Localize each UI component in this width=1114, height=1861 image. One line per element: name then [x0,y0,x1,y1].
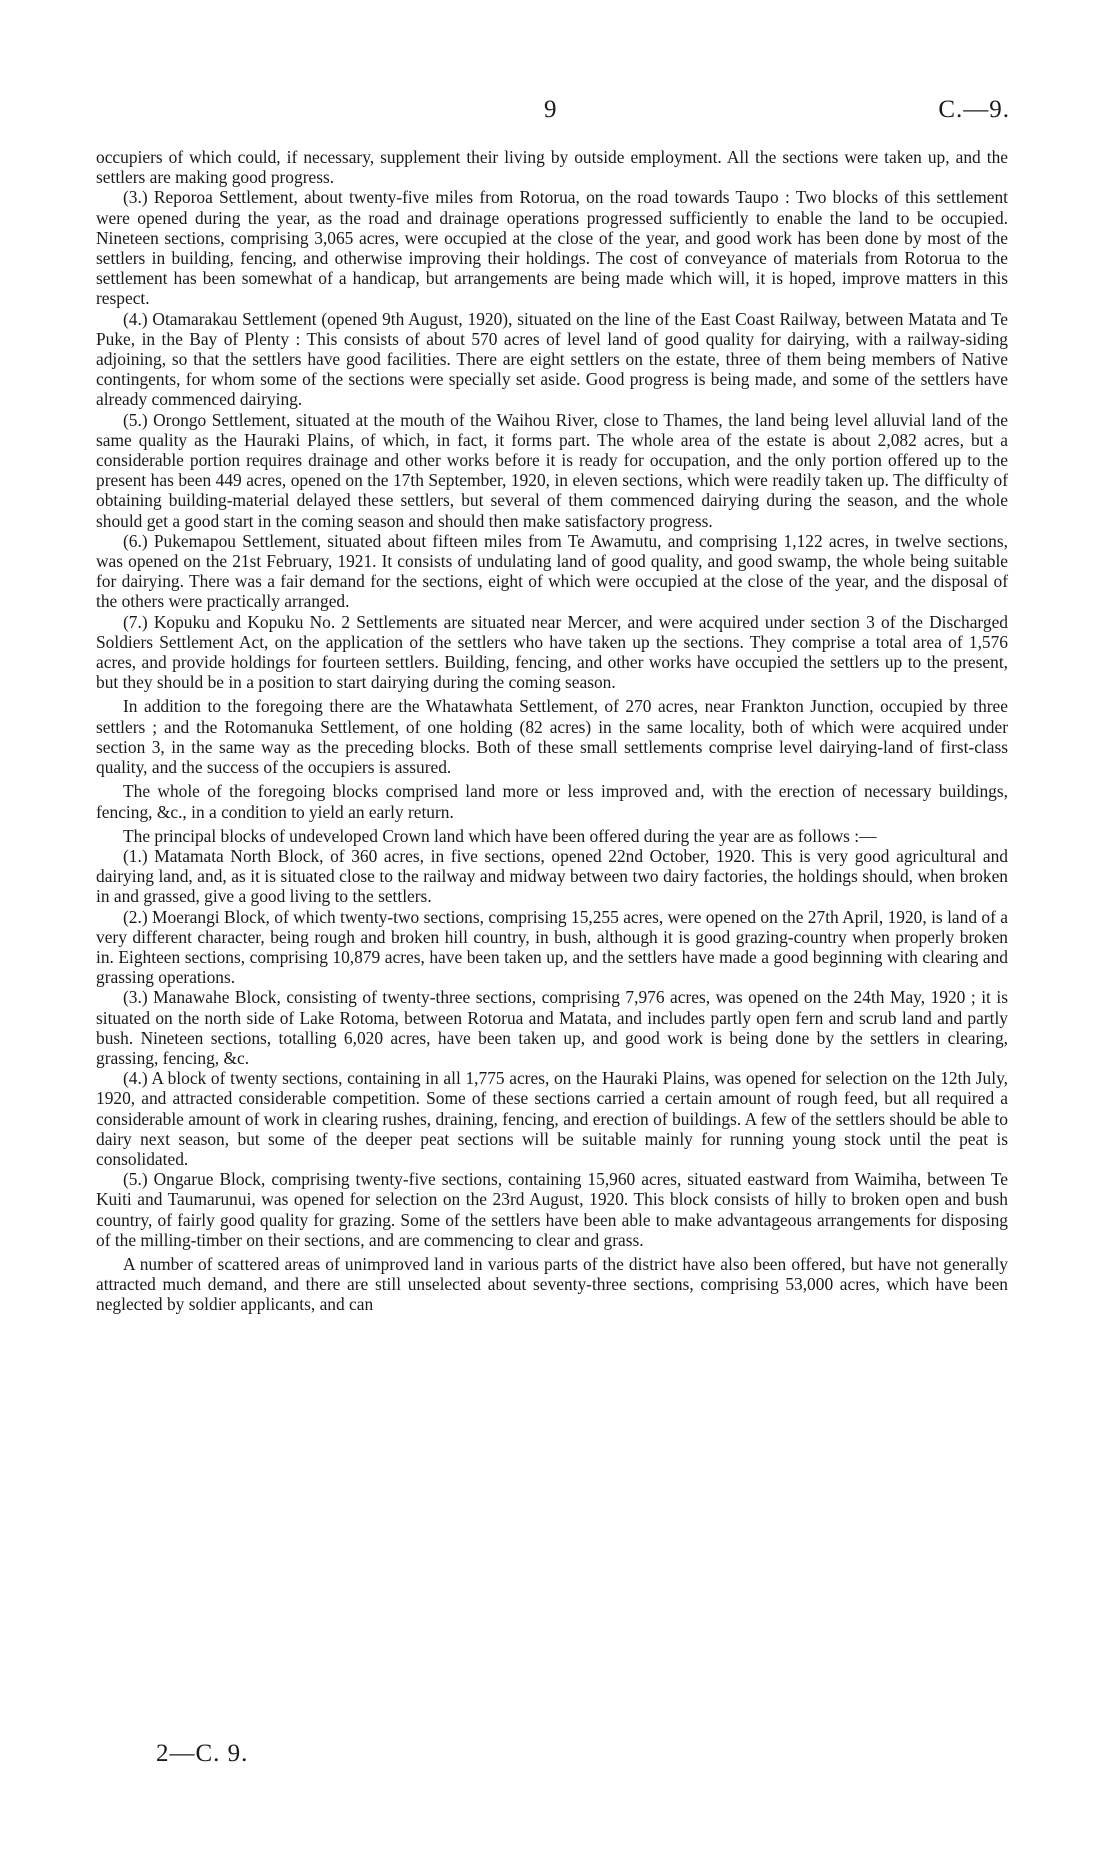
paragraph-orongo-settlement: (5.) Orongo Settlement, situated at the mouth of the Waihou River, close to Thames, the land being level alluvial land of the same quality as the Hauraki Plains, of which, in fact, it forms part. The whole area of the estate is about 2,082 acres, but a considerable portion requires drainage and other works before it is ready for occupation, and the only portion offered up to the present has been 449 acres, opened on the 17th September, 1920, in eleven sections, which were readily taken up. The difficulty of obtaining building-material delayed these settlers, but several of them commenced dairying during the season, and the whole should get a good start in the coming season and should then make satisfactory progress. [96,409,1008,531]
paragraph-scattered-areas: A number of scattered areas of unimproved land in various parts of the district have also been offered, but have not generally attracted much demand, and there are still unselected about seventy-three sections, comprising 53,000 acres, which have been neglected by soldier applicants, and can [96,1253,1008,1315]
page-number: 9 [544,96,557,123]
paragraph-whatawhata-rotomanuka: In addition to the foregoing there are the Whatawhata Settlement, of 270 acres, near Frankton Junction, occupied by three settlers ; and the Rotomanuka Settlement, of one holding (82 acres) in the same locality, both of which were acquired under section 3, in the same way as the preceding blocks. Both of these small settlements comprise level dairying-land of first-class quality, and the success of the occupiers is assured. [96,696,1008,778]
paragraph-pukemapou-settlement: (6.) Pukemapou Settlement, situated about fifteen miles from Te Awamutu, and comprising 1,122 acres, in twelve sections, was opened on the 21st February, 1921. It consists of undulating land of good quality, and good swamp, the whole being suitable for dairying. There was a fair demand for the sections, eight of which were occupied at the close of the year, and the disposal of the others were practically arranged. [96,530,1008,612]
paragraph-kopuku-settlements: (7.) Kopuku and Kopuku No. 2 Settlements are situated near Mercer, and were acquired under section 3 of the Discharged Soldiers Settlement Act, on the application of the settlers who have taken up the sections. They comprise a total area of 1,576 acres, and provide holdings for fourteen settlers. Building, fencing, and other works have occupied the settlers up to the present, but they should be in a position to start dairying during the coming season. [96,611,1008,693]
paragraph-moerangi-block: (2.) Moerangi Block, of which twenty-two sections, comprising 15,255 acres, were opened on the 27th April, 1920, is land of a very different character, being rough and broken hill country, in bush, although it is good grazing-country when properly broken in. Eighteen sections, comprising 10,879 acres, have been taken up, and the settlers have made a good beginning with clearing and grassing operations. [96,906,1008,988]
paragraph-principal-blocks-intro: The principal blocks of undeveloped Crown land which have been offered during the year are as follows :— [123,825,877,846]
paragraph-otamarakau-settlement: (4.) Otamarakau Settlement (opened 9th August, 1920), situated on the line of the East Coast Railway, between Matata and Te Puke, in the Bay of Plenty : This consists of about 570 acres of level land of good quality for dairying, with a railway-siding adjoining, so that the settlers have good facilities. There are eight settlers on the estate, three of them being members of Native contingents, for whom some of the sections were specially set aside. Good progress is being made, and some of the settlers have already commenced dairying. [96,308,1008,410]
paragraph-reporoa-settlement: (3.) Reporoa Settlement, about twenty-five miles from Rotorua, on the road towards Taupo : Two blocks of this settlement were opened during the year, as the road and drainage operations progressed sufficiently to enable the land to be occupied. Nineteen sections, comprising 3,065 acres, were occupied at the close of the year, and good work has been done by most of the settlers in building, fencing, and otherwise improving their holdings. The cost of conveyance of materials from Rotorua to the settlement has been somewhat of a handicap, but arrangements are being made which will, it is hoped, improve matters in this respect. [96,187,1008,309]
paragraph-ongarue-block: (5.) Ongarue Block, comprising twenty-five sections, containing 15,960 acres, situated eastward from Waimiha, between Te Kuiti and Taumarunui, was opened for selection on the 23rd August, 1920. This block consists of hilly to broken open and bush country, of fairly good quality for grazing. Some of the settlers have been able to make advantageous arrangements for disposing of the milling-timber on their sections, and are commencing to clear and grass. [96,1169,1008,1250]
paragraph-manawahe-block: (3.) Manawahe Block, consisting of twenty-three sections, comprising 7,976 acres, was opened on the 24th May, 1920 ; it is situated on the north side of Lake Rotoma, between Rotorua and Matata, and includes partly open fern and scrub land and partly bush. Nineteen sections, totalling 6,020 acres, have been taken up, and good work is being done by the settlers in clearing, grassing, fencing, &c. [96,987,1008,1068]
document-reference: C.—9. [938,96,1010,123]
body-text [96,147,1008,1315]
paragraph-hauraki-plains-block: (4.) A block of twenty sections, containing in all 1,775 acres, on the Hauraki Plains, was opened for selection on the 12th July, 1920, and attracted considerable competition. Some of these sections carried a certain amount of rough feed, but all required a considerable amount of work in clearing rushes, draining, fencing, and erection of buildings. A few of the settlers should be able to dairy next season, but some of the deeper peat sections will be suitable mainly for running young stock until the peat is consolidated. [96,1068,1008,1169]
paragraph-matamata-north-block: (1.) Matamata North Block, of 360 acres, in five sections, opened 22nd October, 1920. This is very good agricultural and dairying land, and, as it is situated close to the railway and midway between two dairy factories, the holdings should, when broken in and grassed, give a good living to the settlers. [96,845,1008,907]
paragraph-foregoing-blocks: The whole of the foregoing blocks comprised land more or less improved and, with the erection of necessary buildings, fencing, &c., in a condition to yield an early return. [96,781,1008,822]
paragraph-continuation: occupiers of which could, if necessary, supplement their living by outside employment. All the sections were taken up, and the settlers are making good progress. [96,147,1008,188]
signature-reference: 2—C. 9. [156,1740,249,1767]
